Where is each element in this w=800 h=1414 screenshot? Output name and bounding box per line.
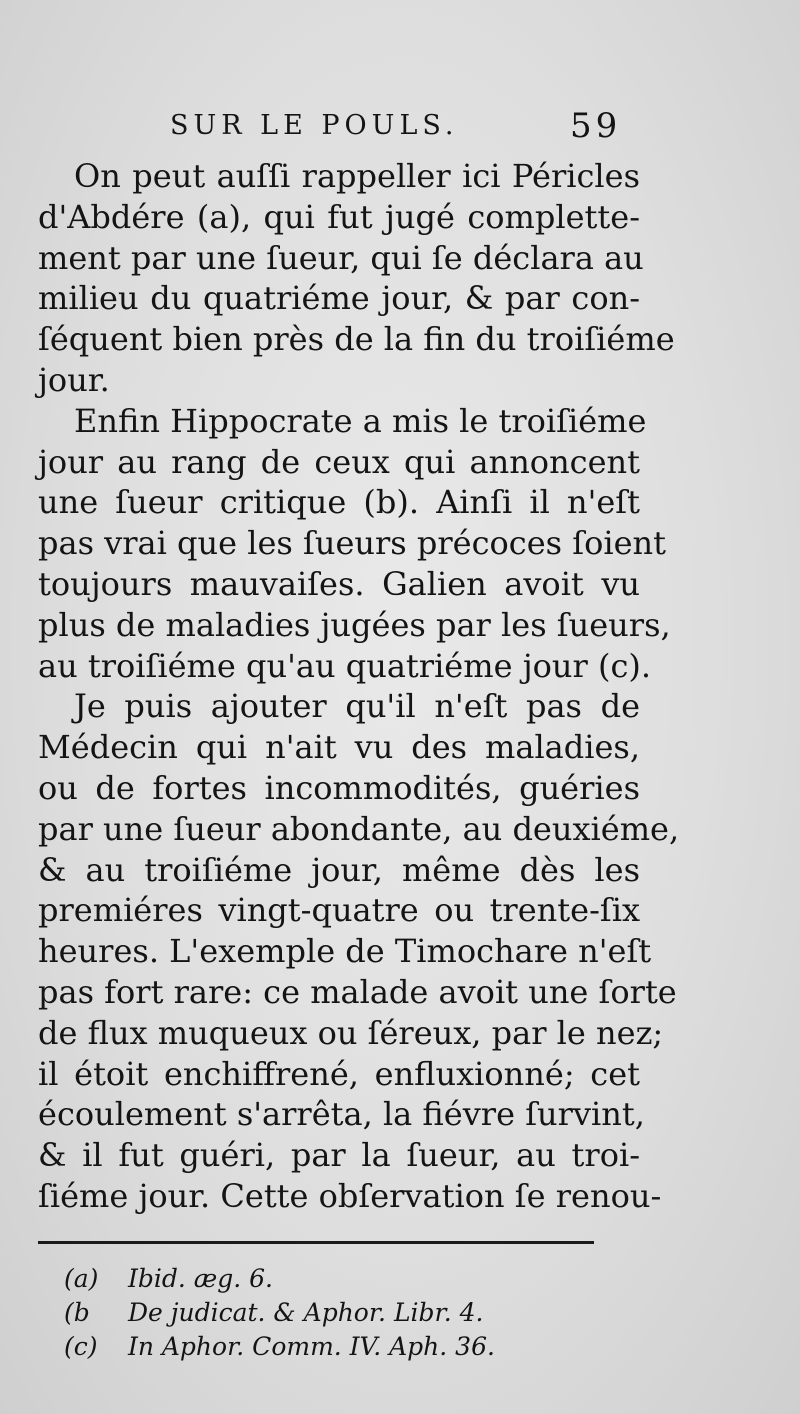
text-line: jour au rang de ceux qui annoncent — [38, 442, 640, 481]
text-line: écoulement s'arrêta, la fiévre ſurvint, — [38, 1095, 645, 1134]
text-line: heures. L'exemple de Timochare n'eſt — [38, 932, 652, 971]
footnote-marker: (a) — [64, 1264, 99, 1293]
text-line: Enfin Hippocrate a mis le troiſiéme — [74, 401, 647, 440]
text-line: & au troiſiéme jour, même dès les — [38, 850, 640, 889]
footnote-rule — [38, 1241, 594, 1244]
footnote-marker: (b — [64, 1298, 90, 1327]
text-line: il étoit enchiffrené, enfluxionné; cet — [38, 1054, 640, 1093]
text-line: ou de fortes incommodités, guéries — [38, 768, 640, 807]
text-line: plus de maladies jugées par les ſueurs, — [38, 605, 671, 644]
text-line: pas vrai que les ſueurs précoces ſoient — [38, 524, 666, 563]
text-line: On peut auſſi rappeller ici Péricles — [74, 157, 640, 195]
text-line: Médecin qui n'ait vu des maladies, — [38, 728, 640, 767]
footnote-text: Ibid. æg. 6. — [127, 1264, 273, 1293]
running-head — [38, 104, 638, 148]
footnote-text: In Aphor. Comm. IV. Aph. 36. — [127, 1332, 495, 1361]
footnotes — [64, 1262, 584, 1364]
footnote-text: De judicat. & Aphor. Libr. 4. — [127, 1298, 484, 1327]
footnote — [64, 1330, 584, 1364]
text-line: & il fut guéri, par la ſueur, au troi- — [38, 1136, 640, 1175]
text-line: jour. — [38, 360, 110, 399]
page-number: 59 — [570, 106, 622, 146]
text-line: ment par une ſueur, qui ſe déclara au — [38, 238, 644, 277]
body-text — [38, 156, 680, 1217]
text-line: ſéquent bien près de la fin du troiſiéme — [38, 320, 675, 359]
footnote — [64, 1296, 584, 1330]
text-line: d'Abdére (a), qui fut jugé complette- — [38, 197, 640, 236]
text-line: au troiſiéme qu'au quatriéme jour (c). — [38, 646, 652, 685]
text-line: premiéres vingt-quatre ou trente-ſix — [38, 891, 640, 930]
text-line: de flux muqueux ou ſéreux, par le nez; — [38, 1013, 664, 1052]
text-line: pas fort rare: ce malade avoit une ſorte — [38, 972, 677, 1011]
text-line: ſiéme jour. Cette obſervation ſe renou- — [38, 1176, 662, 1215]
text-line: Je puis ajouter qu'il n'eſt pas de — [74, 687, 640, 726]
footnote — [64, 1262, 584, 1296]
text-line: par une ſueur abondante, au deuxiéme, — [38, 809, 680, 848]
running-title: SUR LE POULS. — [170, 110, 459, 141]
text-line: toujours mauvaiſes. Galien avoit vu — [38, 564, 640, 603]
text-line: une ſueur critique (b). Ainſi il n'eſt — [38, 483, 640, 522]
text-line: milieu du quatriéme jour, & par con- — [38, 279, 640, 318]
footnote-marker: (c) — [64, 1332, 98, 1361]
